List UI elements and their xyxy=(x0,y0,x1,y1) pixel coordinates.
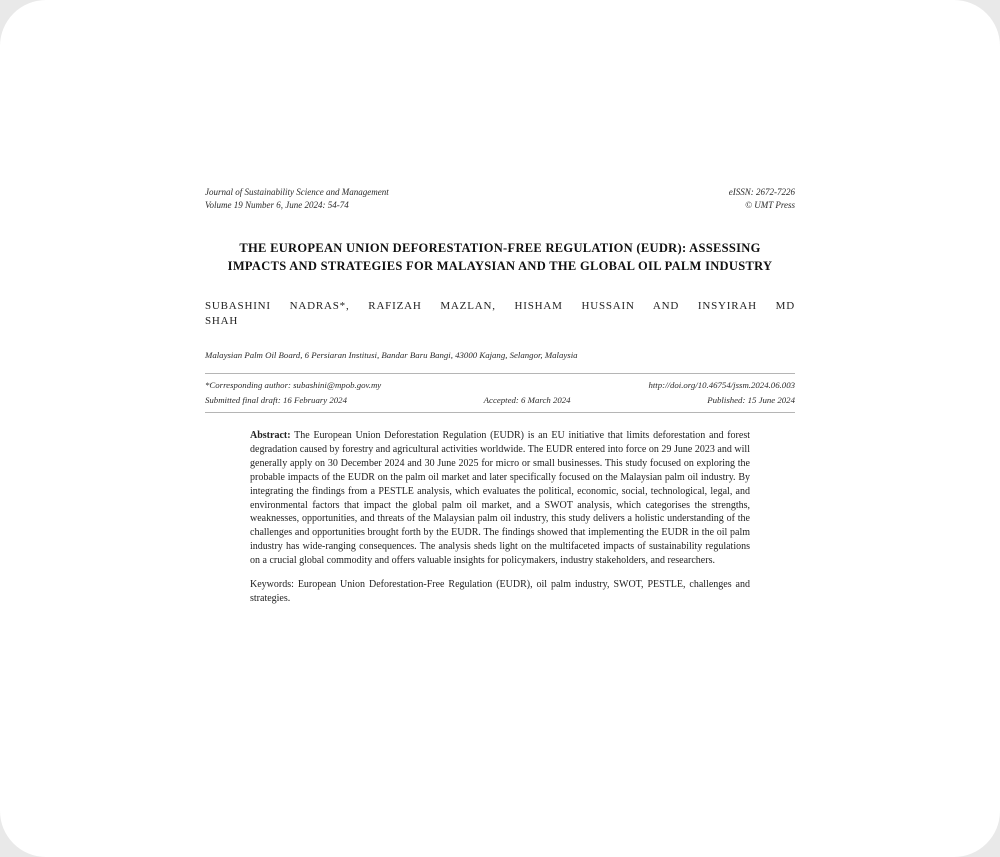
keywords xyxy=(250,578,750,606)
abstract-text: The European Union Deforestation Regulation (EUDR) is an EU initiative that limits deforestation and forest degradation caused by forestry and agricultural activities worldwide. The EUDR entered into force on 29 June 2023 and will generally apply on 30 December 2024 and 30 June 2025 for micro or small businesses. This study focused on exploring the probable impacts of the EUDR on the palm oil market and later specifically focused on the Malaysian palm oil industry. By integrating the findings from a PESTLE analysis, which evaluates the political, economic, social, technological, legal, and environmental factors that impact the global palm oil market, and a SWOT analysis, which categorises the strengths, weaknesses, opportunities, and threats of the Malaysian palm oil industry, this study delivers a holistic understanding of the challenges and opportunities brought forth by the EUDR. The findings showed that implementing the EUDR in the oil palm industry has wide-ranging consequences. The analysis sheds light on the multifaceted impacts of sustainability regulations on a crucial global commodity and offers valuable insights for policymakers, industry stakeholders, and researchers. xyxy=(250,430,750,567)
journal-header-left xyxy=(205,186,389,212)
divider-bottom xyxy=(205,412,795,413)
accepted-date: Accepted: 6 March 2024 xyxy=(483,395,571,405)
submitted-date: Submitted final draft: 16 February 2024 xyxy=(205,395,347,405)
authors-line: SUBASHINI NADRAS*, RAFIZAH MAZLAN, HISHAM HUSSAIN AND INSYIRAH MD SHAH xyxy=(205,300,795,327)
doi-text: http://doi.org/10.46754/jssm.2024.06.003 xyxy=(648,380,795,390)
abstract xyxy=(250,429,750,568)
keywords-text: European Union Deforestation-Free Regulation (EUDR), oil palm industry, SWOT, PESTLE, challenges and strategies. xyxy=(250,579,750,604)
keywords-label: Keywords: xyxy=(250,579,294,591)
page-content xyxy=(205,186,795,606)
corresponding-author: *Corresponding author: subashini@mpob.gov.my xyxy=(205,380,382,390)
publisher: © UMT Press xyxy=(745,200,795,210)
published-date: Published: 15 June 2024 xyxy=(707,395,795,405)
affiliation-line: Malaysian Palm Oil Board, 6 Persiaran Institusi, Bandar Baru Bangi, 43000 Kajang, Selangor, Malaysia xyxy=(205,350,578,360)
eissn: eISSN: 2672-7226 xyxy=(728,187,795,197)
abstract-label: Abstract: xyxy=(250,430,291,441)
correspondence-row-1 xyxy=(205,378,795,393)
correspondence-block xyxy=(205,378,795,408)
correspondence-row-2 xyxy=(205,393,795,408)
divider-top xyxy=(205,373,795,374)
paper-title: THE EUROPEAN UNION DEFORESTATION-FREE REGULATION (EUDR): ASSESSING IMPACTS AND STRATEGIES FOR MALAYSIAN AND THE GLOBAL OIL PALM INDUSTRY xyxy=(227,241,773,273)
journal-header xyxy=(205,186,795,212)
issue-line: Volume 19 Number 6, June 2024: 54-74 xyxy=(205,200,349,210)
journal-name: Journal of Sustainability Science and Management xyxy=(205,187,389,197)
journal-header-right xyxy=(729,186,795,212)
